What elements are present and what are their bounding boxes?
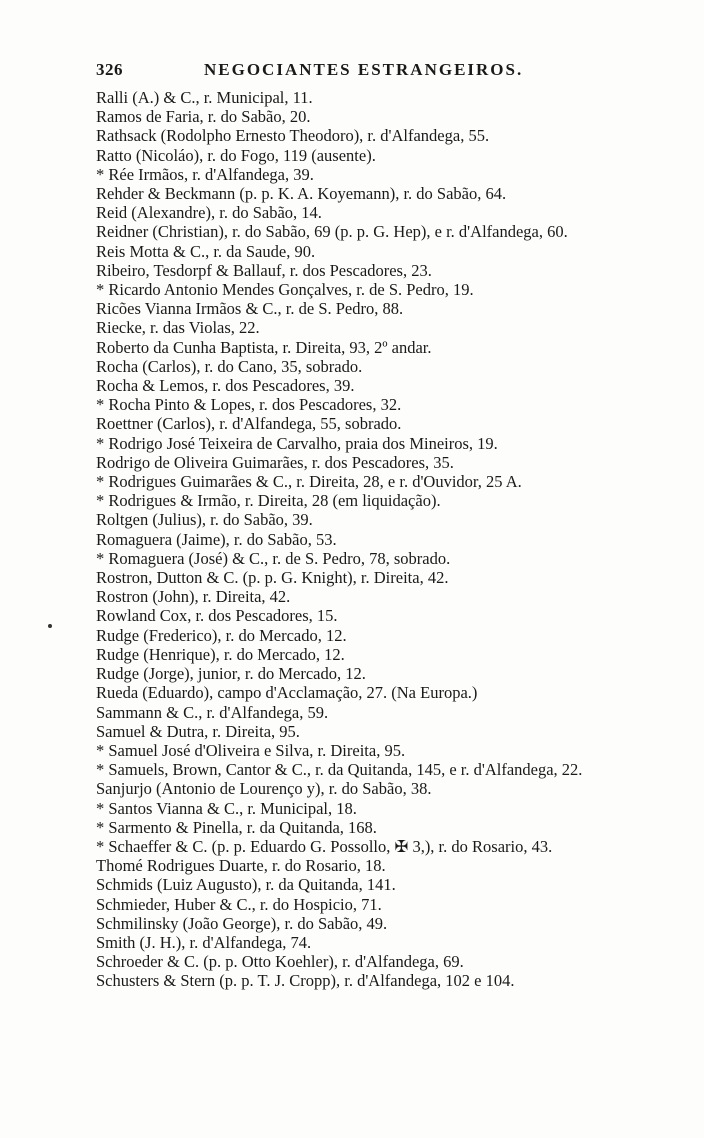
list-entry: Sammann & C., r. d'Alfandega, 59. xyxy=(96,702,329,722)
list-entry: Rudge (Jorge), junior, r. do Mercado, 12. xyxy=(96,664,366,684)
page-number: 326 xyxy=(96,60,123,79)
list-entry: * Rée Irmãos, r. d'Alfandega, 39. xyxy=(96,164,314,184)
list-entry: Thomé Rodrigues Duarte, r. do Rosario, 18. xyxy=(96,856,386,876)
list-entry: * Rodrigues & Irmão, r. Direita, 28 (em liquidação). xyxy=(96,491,441,511)
list-entry: Roberto da Cunha Baptista, r. Direita, 93, 2º andar. xyxy=(96,337,432,357)
list-entry: Ramos de Faria, r. do Sabão, 20. xyxy=(96,107,311,127)
list-entry: Schroeder & C. (p. p. Otto Koehler), r. d'Alfandega, 69. xyxy=(96,952,464,972)
list-entry: Smith (J. H.), r. d'Alfandega, 74. xyxy=(96,932,312,952)
list-entry: Rudge (Frederico), r. do Mercado, 12. xyxy=(96,625,347,645)
margin-dot-mark xyxy=(48,624,52,628)
list-entry: Reid (Alexandre), r. do Sabão, 14. xyxy=(96,203,322,223)
list-entry: Romaguera (Jaime), r. do Sabão, 53. xyxy=(96,529,337,549)
list-entry: Rocha & Lemos, r. dos Pescadores, 39. xyxy=(96,376,355,396)
list-entry: * Schaeffer & C. (p. p. Eduardo G. Possollo, ✠ 3,), r. do Rosario, 43. xyxy=(96,836,553,856)
merchant-list xyxy=(96,88,676,991)
list-entry: * Rodrigues Guimarães & C., r. Direita, 28, e r. d'Ouvidor, 25 A. xyxy=(96,472,522,492)
list-entry: Ralli (A.) & C., r. Municipal, 11. xyxy=(96,88,313,107)
list-entry: Reidner (Christian), r. do Sabão, 69 (p. p. G. Hep), e r. d'Alfandega, 60. xyxy=(96,222,568,242)
list-entry: Riecke, r. das Violas, 22. xyxy=(96,318,260,338)
list-entry: Roettner (Carlos), r. d'Alfandega, 55, sobrado. xyxy=(96,414,402,434)
list-entry: Rathsack (Rodolpho Ernesto Theodoro), r. d'Alfandega, 55. xyxy=(96,126,490,146)
list-entry: Rowland Cox, r. dos Pescadores, 15. xyxy=(96,606,338,626)
page-header xyxy=(96,60,656,84)
list-entry: Rodrigo de Oliveira Guimarães, r. dos Pescadores, 35. xyxy=(96,452,454,472)
list-entry: Schmids (Luiz Augusto), r. da Quitanda, 141. xyxy=(96,875,396,895)
list-entry: Rocha (Carlos), r. do Cano, 35, sobrado. xyxy=(96,356,363,376)
list-entry: Ratto (Nicoláo), r. do Fogo, 119 (ausente). xyxy=(96,145,376,165)
list-entry: Samuel & Dutra, r. Direita, 95. xyxy=(96,721,300,741)
list-entry: Ricões Vianna Irmãos & C., r. de S. Pedro, 88. xyxy=(96,299,404,319)
list-entry: Sanjurjo (Antonio de Lourenço y), r. do Sabão, 38. xyxy=(96,779,432,799)
list-entry: Rehder & Beckmann (p. p. K. A. Koyemann), r. do Sabão, 64. xyxy=(96,184,507,204)
list-entry: Schmieder, Huber & C., r. do Hospicio, 71. xyxy=(96,894,382,914)
list-entry: * Sarmento & Pinella, r. da Quitanda, 168. xyxy=(96,817,377,837)
list-entry: Rueda (Eduardo), campo d'Acclamação, 27. (Na Europa.) xyxy=(96,683,478,703)
list-entry: Ribeiro, Tesdorpf & Ballauf, r. dos Pescadores, 23. xyxy=(96,260,432,280)
list-entry: * Samuels, Brown, Cantor & C., r. da Quitanda, 145, e r. d'Alfandega, 22. xyxy=(96,760,583,780)
list-entry: * Santos Vianna & C., r. Municipal, 18. xyxy=(96,798,357,818)
list-entry: Roltgen (Julius), r. do Sabão, 39. xyxy=(96,510,313,530)
list-entry: Schmilinsky (João George), r. do Sabão, 49. xyxy=(96,913,388,933)
list-entry: Schusters & Stern (p. p. T. J. Cropp), r. d'Alfandega, 102 e 104. xyxy=(96,971,515,991)
list-entry: * Romaguera (José) & C., r. de S. Pedro, 78, sobrado. xyxy=(96,548,451,568)
list-entry: Rostron, Dutton & C. (p. p. G. Knight), r. Direita, 42. xyxy=(96,568,449,588)
running-title: NEGOCIANTES ESTRANGEIROS. xyxy=(204,60,524,79)
list-entry: * Rocha Pinto & Lopes, r. dos Pescadores, 32. xyxy=(96,395,402,415)
list-entry: * Samuel José d'Oliveira e Silva, r. Direita, 95. xyxy=(96,740,406,760)
list-entry: Rudge (Henrique), r. do Mercado, 12. xyxy=(96,644,345,664)
list-entry: * Ricardo Antonio Mendes Gonçalves, r. de S. Pedro, 19. xyxy=(96,280,474,300)
list-entry: * Rodrigo José Teixeira de Carvalho, praia dos Mineiros, 19. xyxy=(96,433,498,453)
list-entry: Rostron (John), r. Direita, 42. xyxy=(96,587,291,607)
list-entry: Reis Motta & C., r. da Saude, 90. xyxy=(96,241,316,261)
